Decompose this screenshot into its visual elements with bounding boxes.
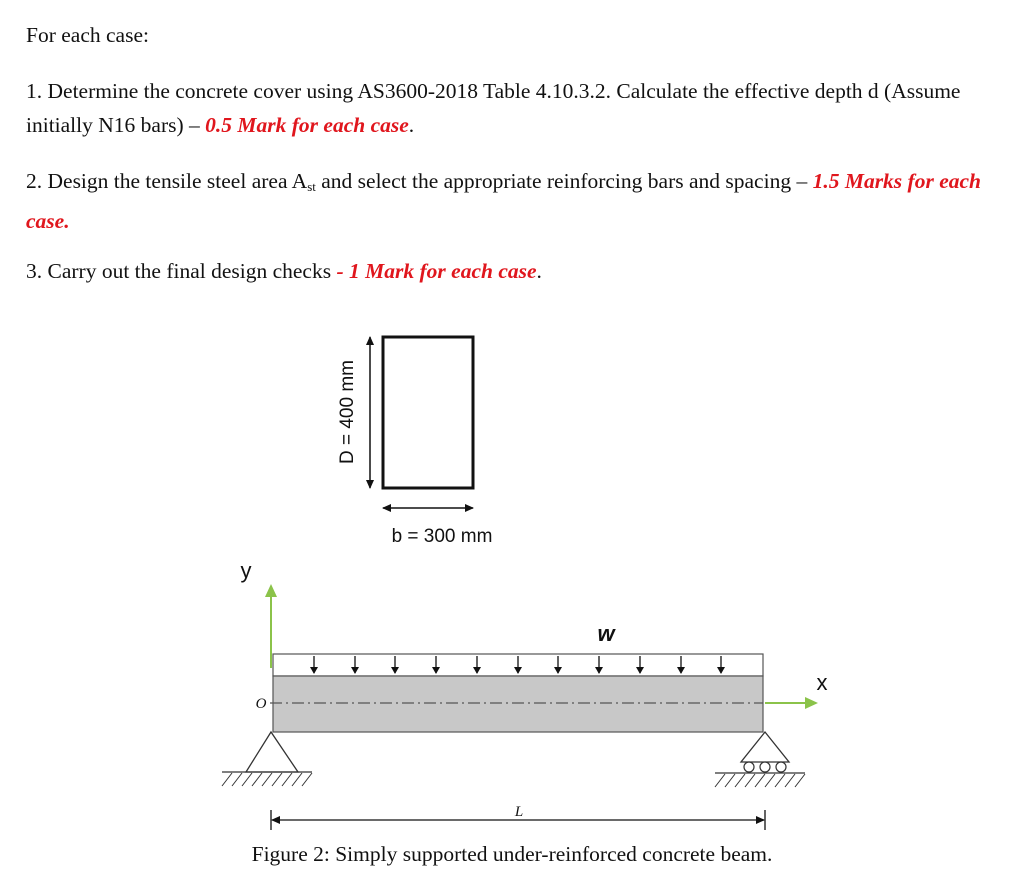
item-2-text-b: and select the appropriate reinforcing bars and spacing – <box>315 169 813 193</box>
load-label: w <box>597 621 615 646</box>
item-1-mark: 0.5 Mark for each case <box>205 113 409 137</box>
cross-section-rect <box>383 337 473 488</box>
item-3-end: . <box>536 259 542 283</box>
item-3-mark: - 1 Mark for each case <box>336 259 537 283</box>
y-axis-label: y <box>240 558 252 583</box>
x-axis-label: x <box>816 670 828 695</box>
span-label: L <box>514 804 524 820</box>
item-1-end: . <box>408 113 415 137</box>
instructions-heading: For each case: <box>26 23 149 47</box>
depth-label: D = 400 mm <box>337 359 359 465</box>
item-1-text: 1. Determine the concrete cover using AS3600-2018 Table 4.10.3.2. Calculate the effective depth d (Assume initially N16 bars) – <box>26 79 961 137</box>
roller-support <box>715 732 805 787</box>
item-2-text-a: 2. Design the tensile steel area A <box>26 169 308 193</box>
item-2-subscript: st <box>307 179 316 194</box>
figure-caption: Figure 2: Simply supported under-reinforced concrete beam. <box>251 842 773 866</box>
beam-body <box>273 676 763 732</box>
origin-label: O <box>255 696 267 712</box>
item-2-mark: 1.5 Marks for each case. <box>26 169 981 233</box>
pin-support <box>222 732 312 786</box>
item-3-text: 3. Carry out the final design checks <box>26 259 337 283</box>
width-label: b = 300 mm <box>391 526 493 547</box>
